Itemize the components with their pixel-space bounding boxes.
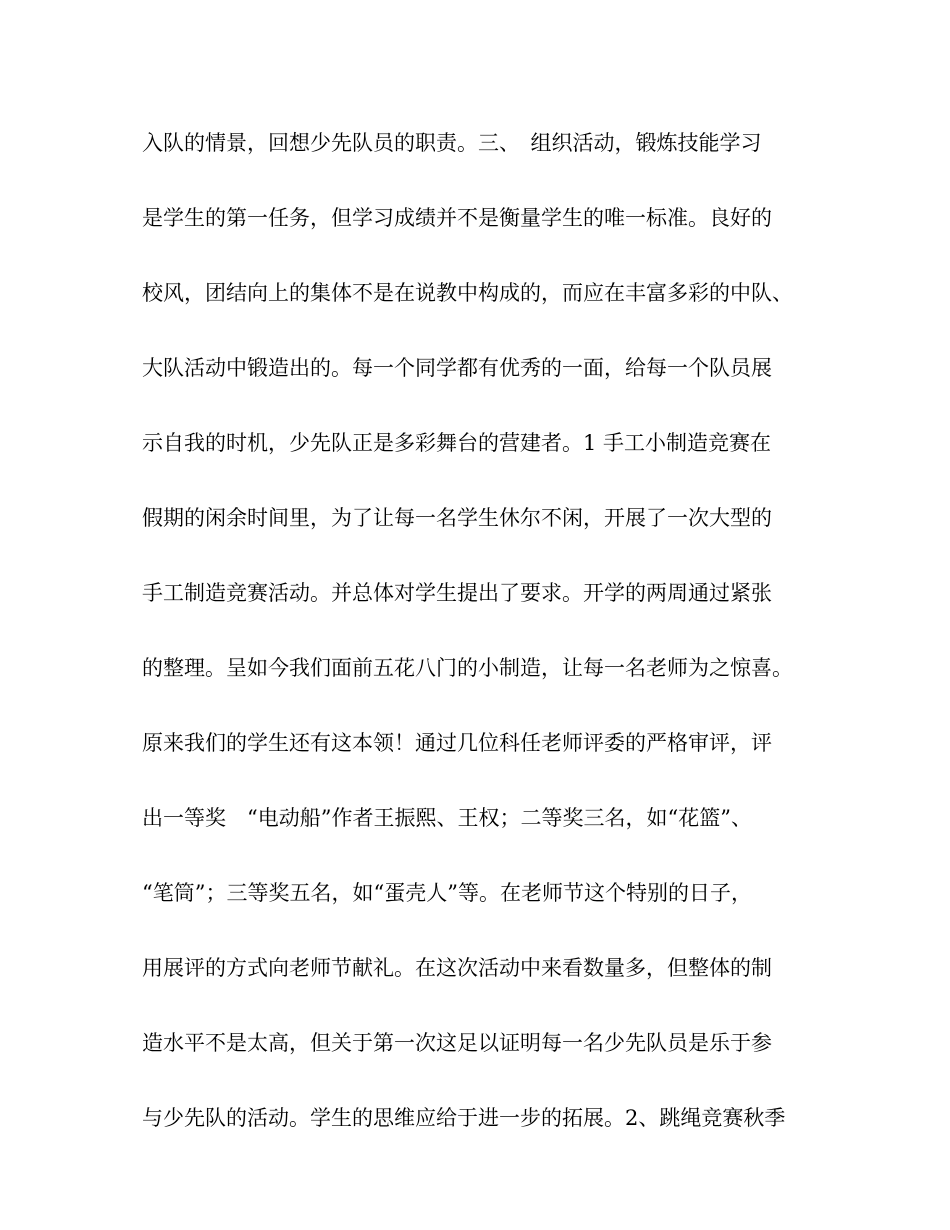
text-line: 假期的闲余时间里，为了让每一名学生休尔不闲，开展了一次大型的 <box>142 506 772 530</box>
text-line: 出一等奖 “电动船”作者王振熙、王权；二等奖三名，如“花篮”、 <box>142 806 752 830</box>
text-line: 校风，团结向上的集体不是在说教中构成的，而应在丰富多彩的中队、 <box>142 281 793 305</box>
text-line: 大队活动中锻造出的。每一个同学都有优秀的一面，给每一个队员展 <box>142 356 772 380</box>
text-line: 入队的情景，回想少先队员的职责。三、 组织活动，锻炼技能学习 <box>142 131 762 155</box>
text-line: 造水平不是太高，但关于第一次这足以证明每一名少先队员是乐于参 <box>142 1031 772 1055</box>
text-line: 是学生的第一任务，但学习成绩并不是衡量学生的唯一标准。良好的 <box>142 206 772 230</box>
text-line: 示自我的时机，少先队正是多彩舞台的营建者。1 手工小制造竞赛在 <box>142 431 772 455</box>
text-line: “笔筒”；三等奖五名，如“蛋壳人”等。在老师节这个特别的日子， <box>142 881 752 905</box>
text-line: 原来我们的学生还有这本领！通过几位科任老师评委的严格审评，评 <box>142 731 772 755</box>
text-line: 用展评的方式向老师节献礼。在这次活动中来看数量多，但整体的制 <box>142 956 772 980</box>
text-line: 与少先队的活动。学生的思维应给于进一步的拓展。2、跳绳竞赛秋季 <box>142 1106 786 1130</box>
text-line: 的整理。呈如今我们面前五花八门的小制造，让每一名老师为之惊喜。 <box>142 656 793 680</box>
text-line: 手工制造竞赛活动。并总体对学生提出了要求。开学的两周通过紧张 <box>142 581 772 605</box>
